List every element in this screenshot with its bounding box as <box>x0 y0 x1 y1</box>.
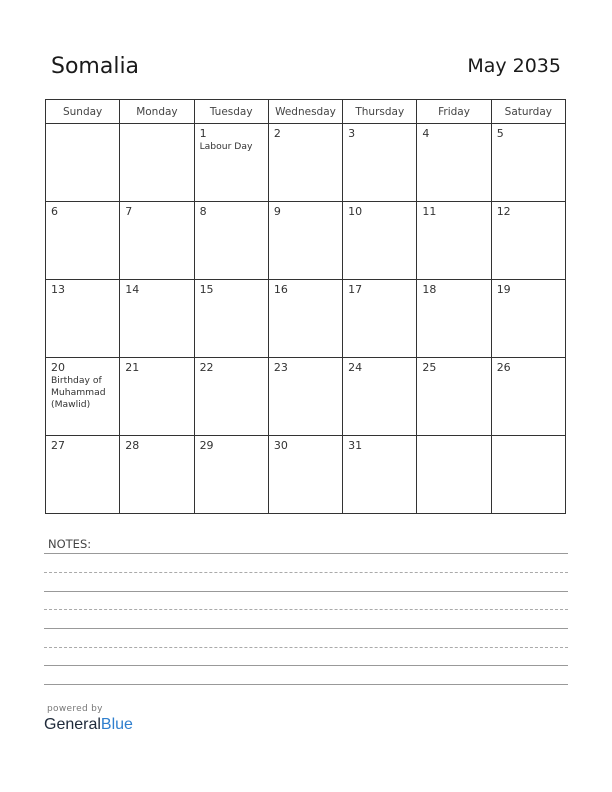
day-number: 28 <box>125 439 140 452</box>
weekday-header: Friday <box>417 100 491 124</box>
holiday-label: Birthday of Muhammad (Mawlid) <box>51 375 106 410</box>
day-number: 26 <box>496 361 511 374</box>
day-cell <box>194 124 268 202</box>
day-cell <box>417 124 491 202</box>
day-cell <box>491 280 565 358</box>
day-cell <box>120 436 194 514</box>
week-row <box>46 124 566 202</box>
day-cell <box>491 436 565 514</box>
day-number: 9 <box>273 205 281 218</box>
day-cell <box>417 436 491 514</box>
day-number: 20 <box>51 361 65 374</box>
day-number: 24 <box>348 361 363 374</box>
holiday-label: Labour Day <box>199 141 253 152</box>
day-number: 8 <box>199 205 207 218</box>
day-number: 2 <box>273 127 281 140</box>
weekday-header: Saturday <box>491 100 565 124</box>
day-cell <box>194 280 268 358</box>
day-number: 23 <box>273 361 288 374</box>
week-row <box>46 280 566 358</box>
weekday-header: Monday <box>120 100 194 124</box>
note-line <box>44 684 568 685</box>
day-number: 25 <box>422 361 437 374</box>
day-number: 17 <box>348 283 363 296</box>
note-line <box>44 665 568 666</box>
day-number: 12 <box>496 205 511 218</box>
day-cell <box>343 280 417 358</box>
note-line <box>44 609 568 610</box>
note-line <box>44 553 568 554</box>
day-cell <box>120 358 194 436</box>
note-line <box>44 572 568 573</box>
day-number: 4 <box>422 127 430 140</box>
day-cell <box>194 202 268 280</box>
note-line <box>44 591 568 592</box>
day-number: 29 <box>199 439 214 452</box>
day-number: 7 <box>125 205 133 218</box>
day-number: 13 <box>51 283 65 296</box>
day-number: 27 <box>51 439 65 452</box>
weekday-header: Thursday <box>343 100 417 124</box>
day-cell <box>120 202 194 280</box>
day-cell <box>120 280 194 358</box>
weekday-header: Tuesday <box>194 100 268 124</box>
day-cell <box>268 436 342 514</box>
calendar-grid <box>45 99 566 514</box>
week-row <box>46 436 566 514</box>
day-cell <box>491 124 565 202</box>
day-number: 1 <box>199 127 207 140</box>
week-row <box>46 202 566 280</box>
day-number: 10 <box>348 205 363 218</box>
note-line <box>44 647 568 648</box>
day-number: 18 <box>422 283 437 296</box>
weekday-header: Sunday <box>46 100 120 124</box>
logo-blue-text: Blue <box>100 716 133 733</box>
day-cell <box>46 358 120 436</box>
day-number: 15 <box>199 283 214 296</box>
generalblue-logo[interactable] <box>44 716 133 734</box>
day-cell <box>491 202 565 280</box>
day-cell <box>417 280 491 358</box>
weekday-header-row <box>46 100 566 124</box>
day-cell <box>491 358 565 436</box>
day-number: 14 <box>125 283 140 296</box>
day-cell <box>417 202 491 280</box>
notes-label: NOTES: <box>48 537 92 551</box>
day-cell <box>417 358 491 436</box>
day-cell <box>194 358 268 436</box>
logo-general-text: General <box>44 716 101 733</box>
day-number: 11 <box>422 205 437 218</box>
day-number: 22 <box>199 361 214 374</box>
month-title: May 2035 <box>467 55 561 77</box>
day-number: 16 <box>273 283 288 296</box>
day-cell <box>343 202 417 280</box>
day-cell <box>343 124 417 202</box>
day-number: 21 <box>125 361 140 374</box>
day-cell <box>46 280 120 358</box>
week-row <box>46 358 566 436</box>
day-cell <box>46 124 120 202</box>
day-cell <box>343 436 417 514</box>
day-number: 19 <box>496 283 511 296</box>
powered-by-text: powered by <box>47 704 103 714</box>
day-cell <box>46 202 120 280</box>
day-number: 3 <box>348 127 356 140</box>
day-cell <box>268 124 342 202</box>
day-number: 31 <box>348 439 363 452</box>
note-line <box>44 628 568 629</box>
weekday-header: Wednesday <box>268 100 342 124</box>
day-cell <box>194 436 268 514</box>
day-cell <box>46 436 120 514</box>
day-cell <box>268 202 342 280</box>
day-cell <box>120 124 194 202</box>
day-number: 30 <box>273 439 288 452</box>
day-number: 5 <box>496 127 504 140</box>
day-cell <box>343 358 417 436</box>
country-title: Somalia <box>51 54 140 79</box>
day-cell <box>268 280 342 358</box>
day-cell <box>268 358 342 436</box>
day-number: 6 <box>51 205 58 218</box>
